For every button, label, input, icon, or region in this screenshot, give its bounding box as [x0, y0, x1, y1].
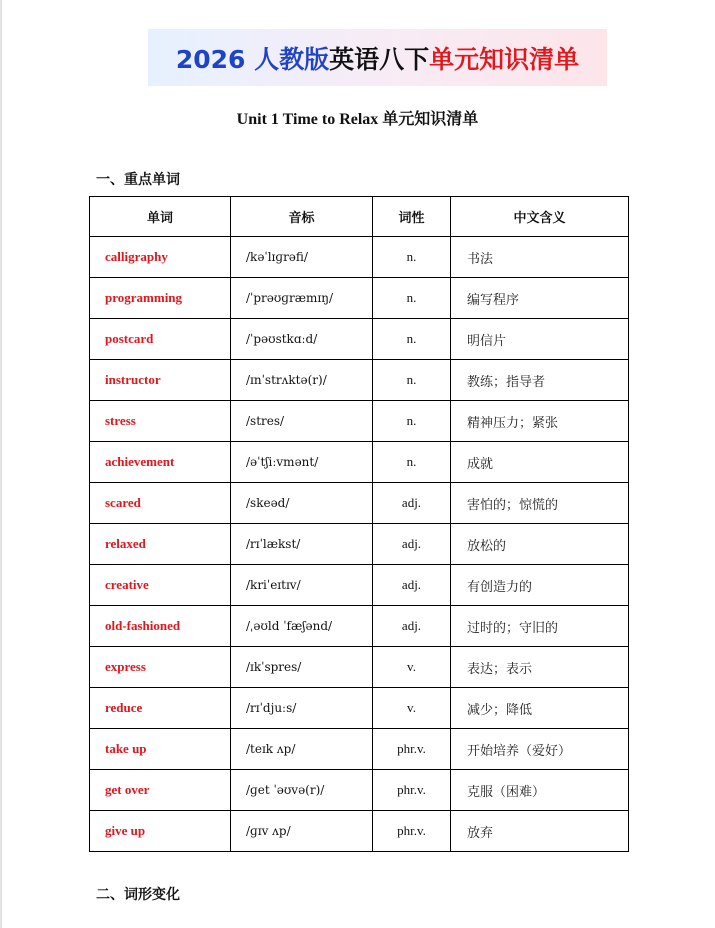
banner-year-edition: 2026 人教版 [175, 44, 330, 74]
phonetic: /ˈprəʊɡræmɪŋ/ [231, 278, 373, 319]
table-row [90, 565, 629, 606]
phonetic: /skeəd/ [231, 483, 373, 524]
chinese-meaning: 害怕的；惊慌的 [451, 483, 629, 524]
banner-checklist: 单元知识清单 [429, 44, 580, 74]
chinese-meaning: 成就 [451, 442, 629, 483]
table-row [90, 319, 629, 360]
vocabulary-table [89, 196, 629, 852]
phonetic: /kəˈlɪɡrəfi/ [231, 237, 373, 278]
vocab-word: scared [90, 483, 231, 524]
chinese-meaning: 过时的；守旧的 [451, 606, 629, 647]
vocab-word: achievement [90, 442, 231, 483]
table-row [90, 647, 629, 688]
phonetic: /rɪˈdjuːs/ [231, 688, 373, 729]
vocab-word: relaxed [90, 524, 231, 565]
part-of-speech: adj. [373, 606, 451, 647]
section-heading-word-forms: 二、词形变化 [96, 887, 180, 903]
table-row [90, 401, 629, 442]
header-word: 单词 [90, 197, 231, 237]
table-row [90, 360, 629, 401]
phonetic: /ɡɪv ʌp/ [231, 811, 373, 852]
table-row [90, 442, 629, 483]
chinese-meaning: 精神压力；紧张 [451, 401, 629, 442]
phonetic: /ɪkˈspres/ [231, 647, 373, 688]
banner-subject: 英语八下 [329, 44, 430, 74]
phonetic: /ˌəʊld ˈfæʃənd/ [231, 606, 373, 647]
part-of-speech: n. [373, 237, 451, 278]
table-header-row [90, 197, 629, 237]
chinese-meaning: 克服（困难） [451, 770, 629, 811]
vocab-word: creative [90, 565, 231, 606]
header-phonetic: 音标 [231, 197, 373, 237]
phonetic: /ɪnˈstrʌktə(r)/ [231, 360, 373, 401]
part-of-speech: phr.v. [373, 729, 451, 770]
header-chinese-meaning: 中文含义 [451, 197, 629, 237]
chinese-meaning: 放弃 [451, 811, 629, 852]
part-of-speech: n. [373, 360, 451, 401]
table-row [90, 729, 629, 770]
part-of-speech: v. [373, 647, 451, 688]
vocab-word: postcard [90, 319, 231, 360]
vocab-word: give up [90, 811, 231, 852]
page-edge [0, 0, 2, 928]
chinese-meaning: 放松的 [451, 524, 629, 565]
chinese-meaning: 表达；表示 [451, 647, 629, 688]
table-row [90, 524, 629, 565]
part-of-speech: adj. [373, 483, 451, 524]
phonetic: /stres/ [231, 401, 373, 442]
table-row [90, 770, 629, 811]
vocab-word: instructor [90, 360, 231, 401]
vocab-word: calligraphy [90, 237, 231, 278]
part-of-speech: n. [373, 278, 451, 319]
part-of-speech: adj. [373, 524, 451, 565]
table-body [90, 237, 629, 852]
part-of-speech: phr.v. [373, 811, 451, 852]
phonetic: /rɪˈlækst/ [231, 524, 373, 565]
table-row [90, 237, 629, 278]
vocab-word: stress [90, 401, 231, 442]
unit-title: Unit 1 Time to Relax 单元知识清单 [236, 111, 479, 128]
table-row [90, 483, 629, 524]
vocab-word: reduce [90, 688, 231, 729]
section-heading-key-words: 一、重点单词 [96, 172, 180, 188]
vocab-word: old-fashioned [90, 606, 231, 647]
vocab-word: programming [90, 278, 231, 319]
phonetic: /kriˈeɪtɪv/ [231, 565, 373, 606]
title-banner [148, 29, 607, 86]
part-of-speech: v. [373, 688, 451, 729]
phonetic: /ɡet ˈəʊvə(r)/ [231, 770, 373, 811]
table-row [90, 278, 629, 319]
part-of-speech: n. [373, 401, 451, 442]
part-of-speech: adj. [373, 565, 451, 606]
chinese-meaning: 明信片 [451, 319, 629, 360]
part-of-speech: n. [373, 319, 451, 360]
chinese-meaning: 书法 [451, 237, 629, 278]
chinese-meaning: 编写程序 [451, 278, 629, 319]
table-row [90, 606, 629, 647]
table-row [90, 688, 629, 729]
header-part-of-speech: 词性 [373, 197, 451, 237]
vocab-word: get over [90, 770, 231, 811]
chinese-meaning: 有创造力的 [451, 565, 629, 606]
phonetic: /əˈtʃiːvmənt/ [231, 442, 373, 483]
vocab-word: take up [90, 729, 231, 770]
phonetic: /ˈpəʊstkɑːd/ [231, 319, 373, 360]
phonetic: /teɪk ʌp/ [231, 729, 373, 770]
table-row [90, 811, 629, 852]
chinese-meaning: 减少；降低 [451, 688, 629, 729]
part-of-speech: phr.v. [373, 770, 451, 811]
part-of-speech: n. [373, 442, 451, 483]
vocab-word: express [90, 647, 231, 688]
chinese-meaning: 教练；指导者 [451, 360, 629, 401]
chinese-meaning: 开始培养（爱好） [451, 729, 629, 770]
